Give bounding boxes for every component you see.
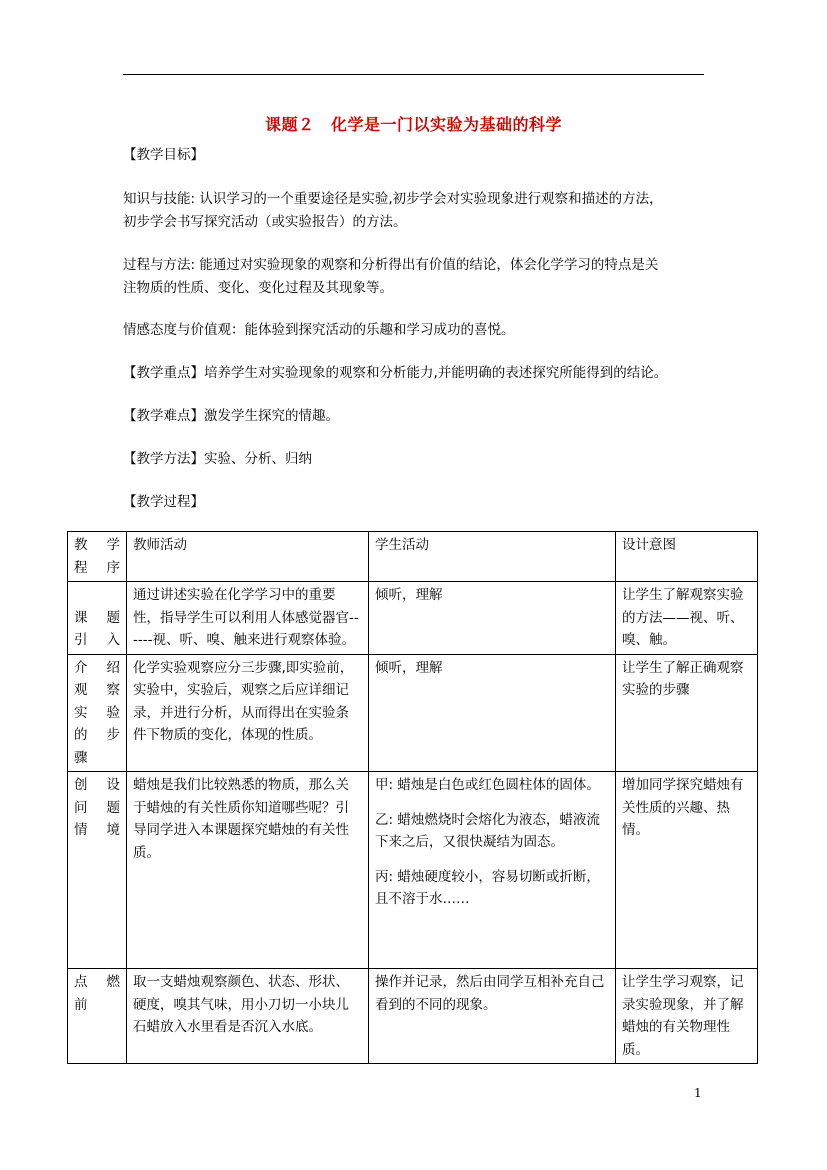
page-number: 1	[694, 1086, 702, 1100]
row4-intent: 让学生学习观察，记录实验现象，并了解蜡烛的有关物理性质。	[616, 969, 758, 1064]
header-stage: 教 学程序	[68, 532, 127, 582]
knowledge-line-1: 知识与技能: 认识学习的一个重要途径是实验,初步学会对实验现象进行观察和描述的方法，	[123, 191, 663, 207]
row2-student: 倾听，理解	[369, 654, 616, 772]
method-line: 【教学方法】实验、分析、归纳	[123, 451, 312, 467]
row3-teacher: 蜡烛是我们比较熟悉的物质，那么关于蜡烛的有关性质你知道哪些呢？引导同学进入本课题探究蜡烛的有关性质。	[127, 772, 369, 969]
row2-teacher: 化学实验观察应分三步骤,即实验前，实验中，实验后，观察之后应详细记录，并进行分析，从而得出在实验条件下物质的变化，体现的性质。	[127, 654, 369, 772]
row4-student: 操作并记录，然后由同学互相补充自己看到的不同的现象。	[369, 969, 616, 1064]
goals-heading: 【教学目标】	[123, 147, 204, 163]
header-teacher: 教师活动	[127, 532, 369, 582]
row3-student-c: 丙: 蜡烛硬度较小，容易切断或折断，且不溶于水……	[375, 868, 600, 907]
row2-stage: 介 绍观 察实 验的 步骤	[68, 654, 127, 772]
process-line-1: 过程与方法: 能通过对实验现象的观察和分析得出有价值的结论，体会化学学习的特点是关	[123, 257, 659, 273]
table-row	[68, 582, 758, 655]
row3-intent: 增加同学探究蜡烛有关性质的兴趣、热情。	[616, 772, 758, 969]
row3-student-a: 甲: 蜡烛是白色或红色圆柱体的固体。	[375, 777, 600, 793]
header-student: 学生活动	[369, 532, 616, 582]
row3-student	[369, 772, 616, 969]
row1-teacher: 通过讲述实验在化学学习中的重要性，指导学生可以利用人体感觉器官------视、听、嗅、触来进行观察体验。	[127, 582, 369, 655]
table-row	[68, 969, 758, 1064]
header-intent: 设计意图	[616, 532, 758, 582]
procedure-heading: 【教学过程】	[123, 494, 204, 510]
row1-stage: 课 题引入	[68, 582, 127, 655]
row4-teacher: 取一支蜡烛观察颜色、状态、形状、硬度，嗅其气味，用小刀切一小块儿石蜡放入水里看是否沉入水底。	[127, 969, 369, 1064]
procedure-table	[67, 531, 758, 1064]
row3-student-b: 乙: 蜡烛燃烧时会熔化为液态，蜡液流下来之后，又很快凝结为固态。	[375, 811, 600, 850]
difficulty-line: 【教学难点】激发学生探究的情趣。	[123, 408, 339, 424]
process-line-2: 注物质的性质、变化、变化过程及其现象等。	[123, 280, 393, 296]
knowledge-line-2: 初步学会书写探究活动（或实验报告）的方法。	[123, 214, 407, 230]
table-header-row	[68, 532, 758, 582]
table-row	[68, 654, 758, 772]
key-point-line: 【教学重点】培养学生对实验现象的观察和分析能力,并能明确的表述探究所能得到的结论。	[123, 365, 668, 381]
row1-student: 倾听，理解	[369, 582, 616, 655]
row3-stage: 创 设问 题情境	[68, 772, 127, 969]
row2-intent: 让学生了解正确观察实验的步骤	[616, 654, 758, 772]
row4-stage: 点 燃前	[68, 969, 127, 1064]
row1-intent: 让学生了解观察实验的方法——视、听、嗅、触。	[616, 582, 758, 655]
emotion-line: 情感态度与价值观：能体验到探究活动的乐趣和学习成功的喜悦。	[123, 322, 515, 338]
document-title: 课题２ 化学是一门以实验为基础的科学	[264, 115, 562, 134]
header-rule	[123, 74, 704, 75]
table-row	[68, 772, 758, 969]
